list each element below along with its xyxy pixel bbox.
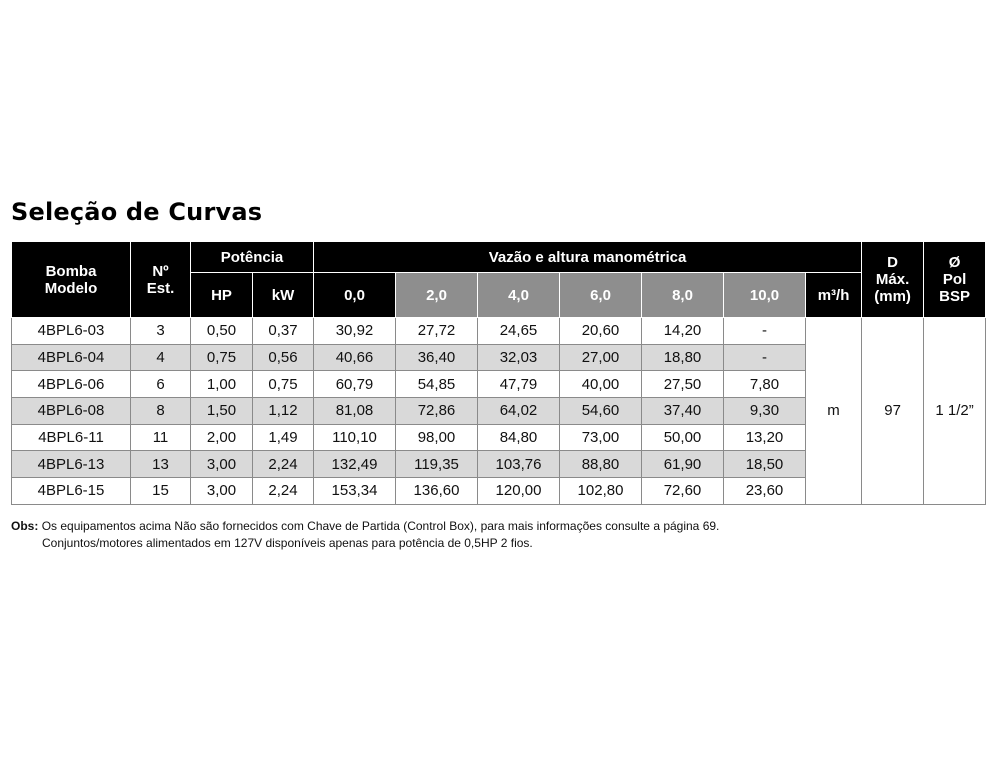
head-cell: 7,80 [724, 371, 806, 398]
header-flow: 6,0 [560, 273, 642, 318]
kw-cell: 2,24 [253, 451, 314, 478]
kw-cell: 2,24 [253, 478, 314, 505]
head-cell: 60,79 [314, 371, 396, 398]
obs-line-1: Os equipamentos acima Não são fornecidos com Chave de Partida (Control Box), para mais informações consulte a página 69. [41, 519, 720, 533]
header-flow: 0,0 [314, 273, 396, 318]
head-cell: 84,80 [478, 424, 560, 451]
header-potencia: Potência [191, 242, 314, 273]
head-cell: 64,02 [478, 398, 560, 425]
head-cell: 47,79 [478, 371, 560, 398]
header-pol-bsp: Ø Pol BSP [924, 242, 986, 318]
head-cell: 37,40 [642, 398, 724, 425]
hp-cell: 1,00 [191, 371, 253, 398]
header-dmax: D Máx. (mm) [862, 242, 924, 318]
head-cell: 27,00 [560, 344, 642, 371]
hp-cell: 2,00 [191, 424, 253, 451]
head-cell: 88,80 [560, 451, 642, 478]
head-cell: 153,34 [314, 478, 396, 505]
head-cell: 30,92 [314, 318, 396, 345]
head-cell: 18,50 [724, 451, 806, 478]
observation-note [11, 518, 719, 552]
head-cell: 103,76 [478, 451, 560, 478]
hp-cell: 0,50 [191, 318, 253, 345]
head-cell: 98,00 [396, 424, 478, 451]
head-cell: 9,30 [724, 398, 806, 425]
head-cell: 40,00 [560, 371, 642, 398]
stages-cell: 11 [131, 424, 191, 451]
obs-label: Obs: [11, 519, 39, 533]
header-estagios: Nº Est. [131, 242, 191, 318]
head-cell: 54,60 [560, 398, 642, 425]
head-cell: 23,60 [724, 478, 806, 505]
head-cell: 36,40 [396, 344, 478, 371]
head-cell: 72,60 [642, 478, 724, 505]
head-cell: 14,20 [642, 318, 724, 345]
head-cell: 73,00 [560, 424, 642, 451]
kw-cell: 1,12 [253, 398, 314, 425]
header-flow: 10,0 [724, 273, 806, 318]
page-title: Seleção de Curvas [11, 198, 263, 226]
model-cell: 4BPL6-06 [12, 371, 131, 398]
curve-selection-table [11, 241, 986, 505]
kw-cell: 0,56 [253, 344, 314, 371]
head-cell: 27,72 [396, 318, 478, 345]
stages-cell: 6 [131, 371, 191, 398]
model-cell: 4BPL6-04 [12, 344, 131, 371]
kw-cell: 0,75 [253, 371, 314, 398]
head-cell: - [724, 318, 806, 345]
stages-cell: 3 [131, 318, 191, 345]
kw-cell: 0,37 [253, 318, 314, 345]
head-cell: 136,60 [396, 478, 478, 505]
head-cell: 81,08 [314, 398, 396, 425]
head-cell: 72,86 [396, 398, 478, 425]
head-cell: 50,00 [642, 424, 724, 451]
header-hp: HP [191, 273, 253, 318]
head-cell: 20,60 [560, 318, 642, 345]
head-cell: 40,66 [314, 344, 396, 371]
head-cell: 32,03 [478, 344, 560, 371]
dmax-cell: 97 [862, 318, 924, 505]
head-cell: 13,20 [724, 424, 806, 451]
unit-cell: m [806, 318, 862, 505]
head-cell: 24,65 [478, 318, 560, 345]
header-flow-unit: m³/h [806, 273, 862, 318]
head-cell: 110,10 [314, 424, 396, 451]
header-bomba-modelo: Bomba Modelo [12, 242, 131, 318]
head-cell: 18,80 [642, 344, 724, 371]
header-flow: 2,0 [396, 273, 478, 318]
stages-cell: 15 [131, 478, 191, 505]
head-cell: 132,49 [314, 451, 396, 478]
head-cell: 54,85 [396, 371, 478, 398]
model-cell: 4BPL6-11 [12, 424, 131, 451]
hp-cell: 3,00 [191, 451, 253, 478]
header-kw: kW [253, 273, 314, 318]
stages-cell: 8 [131, 398, 191, 425]
pol-bsp-cell: 1 1/2” [924, 318, 986, 505]
head-cell: - [724, 344, 806, 371]
hp-cell: 3,00 [191, 478, 253, 505]
model-cell: 4BPL6-08 [12, 398, 131, 425]
stages-cell: 4 [131, 344, 191, 371]
head-cell: 27,50 [642, 371, 724, 398]
head-cell: 120,00 [478, 478, 560, 505]
model-cell: 4BPL6-03 [12, 318, 131, 345]
head-cell: 61,90 [642, 451, 724, 478]
header-vazao: Vazão e altura manométrica [314, 242, 862, 273]
stages-cell: 13 [131, 451, 191, 478]
model-cell: 4BPL6-15 [12, 478, 131, 505]
hp-cell: 1,50 [191, 398, 253, 425]
head-cell: 119,35 [396, 451, 478, 478]
header-flow: 8,0 [642, 273, 724, 318]
obs-line-2: Conjuntos/motores alimentados em 127V disponíveis apenas para potência de 0,5HP 2 fios. [42, 536, 533, 550]
hp-cell: 0,75 [191, 344, 253, 371]
kw-cell: 1,49 [253, 424, 314, 451]
model-cell: 4BPL6-13 [12, 451, 131, 478]
head-cell: 102,80 [560, 478, 642, 505]
header-flow: 4,0 [478, 273, 560, 318]
table-row [12, 318, 986, 345]
